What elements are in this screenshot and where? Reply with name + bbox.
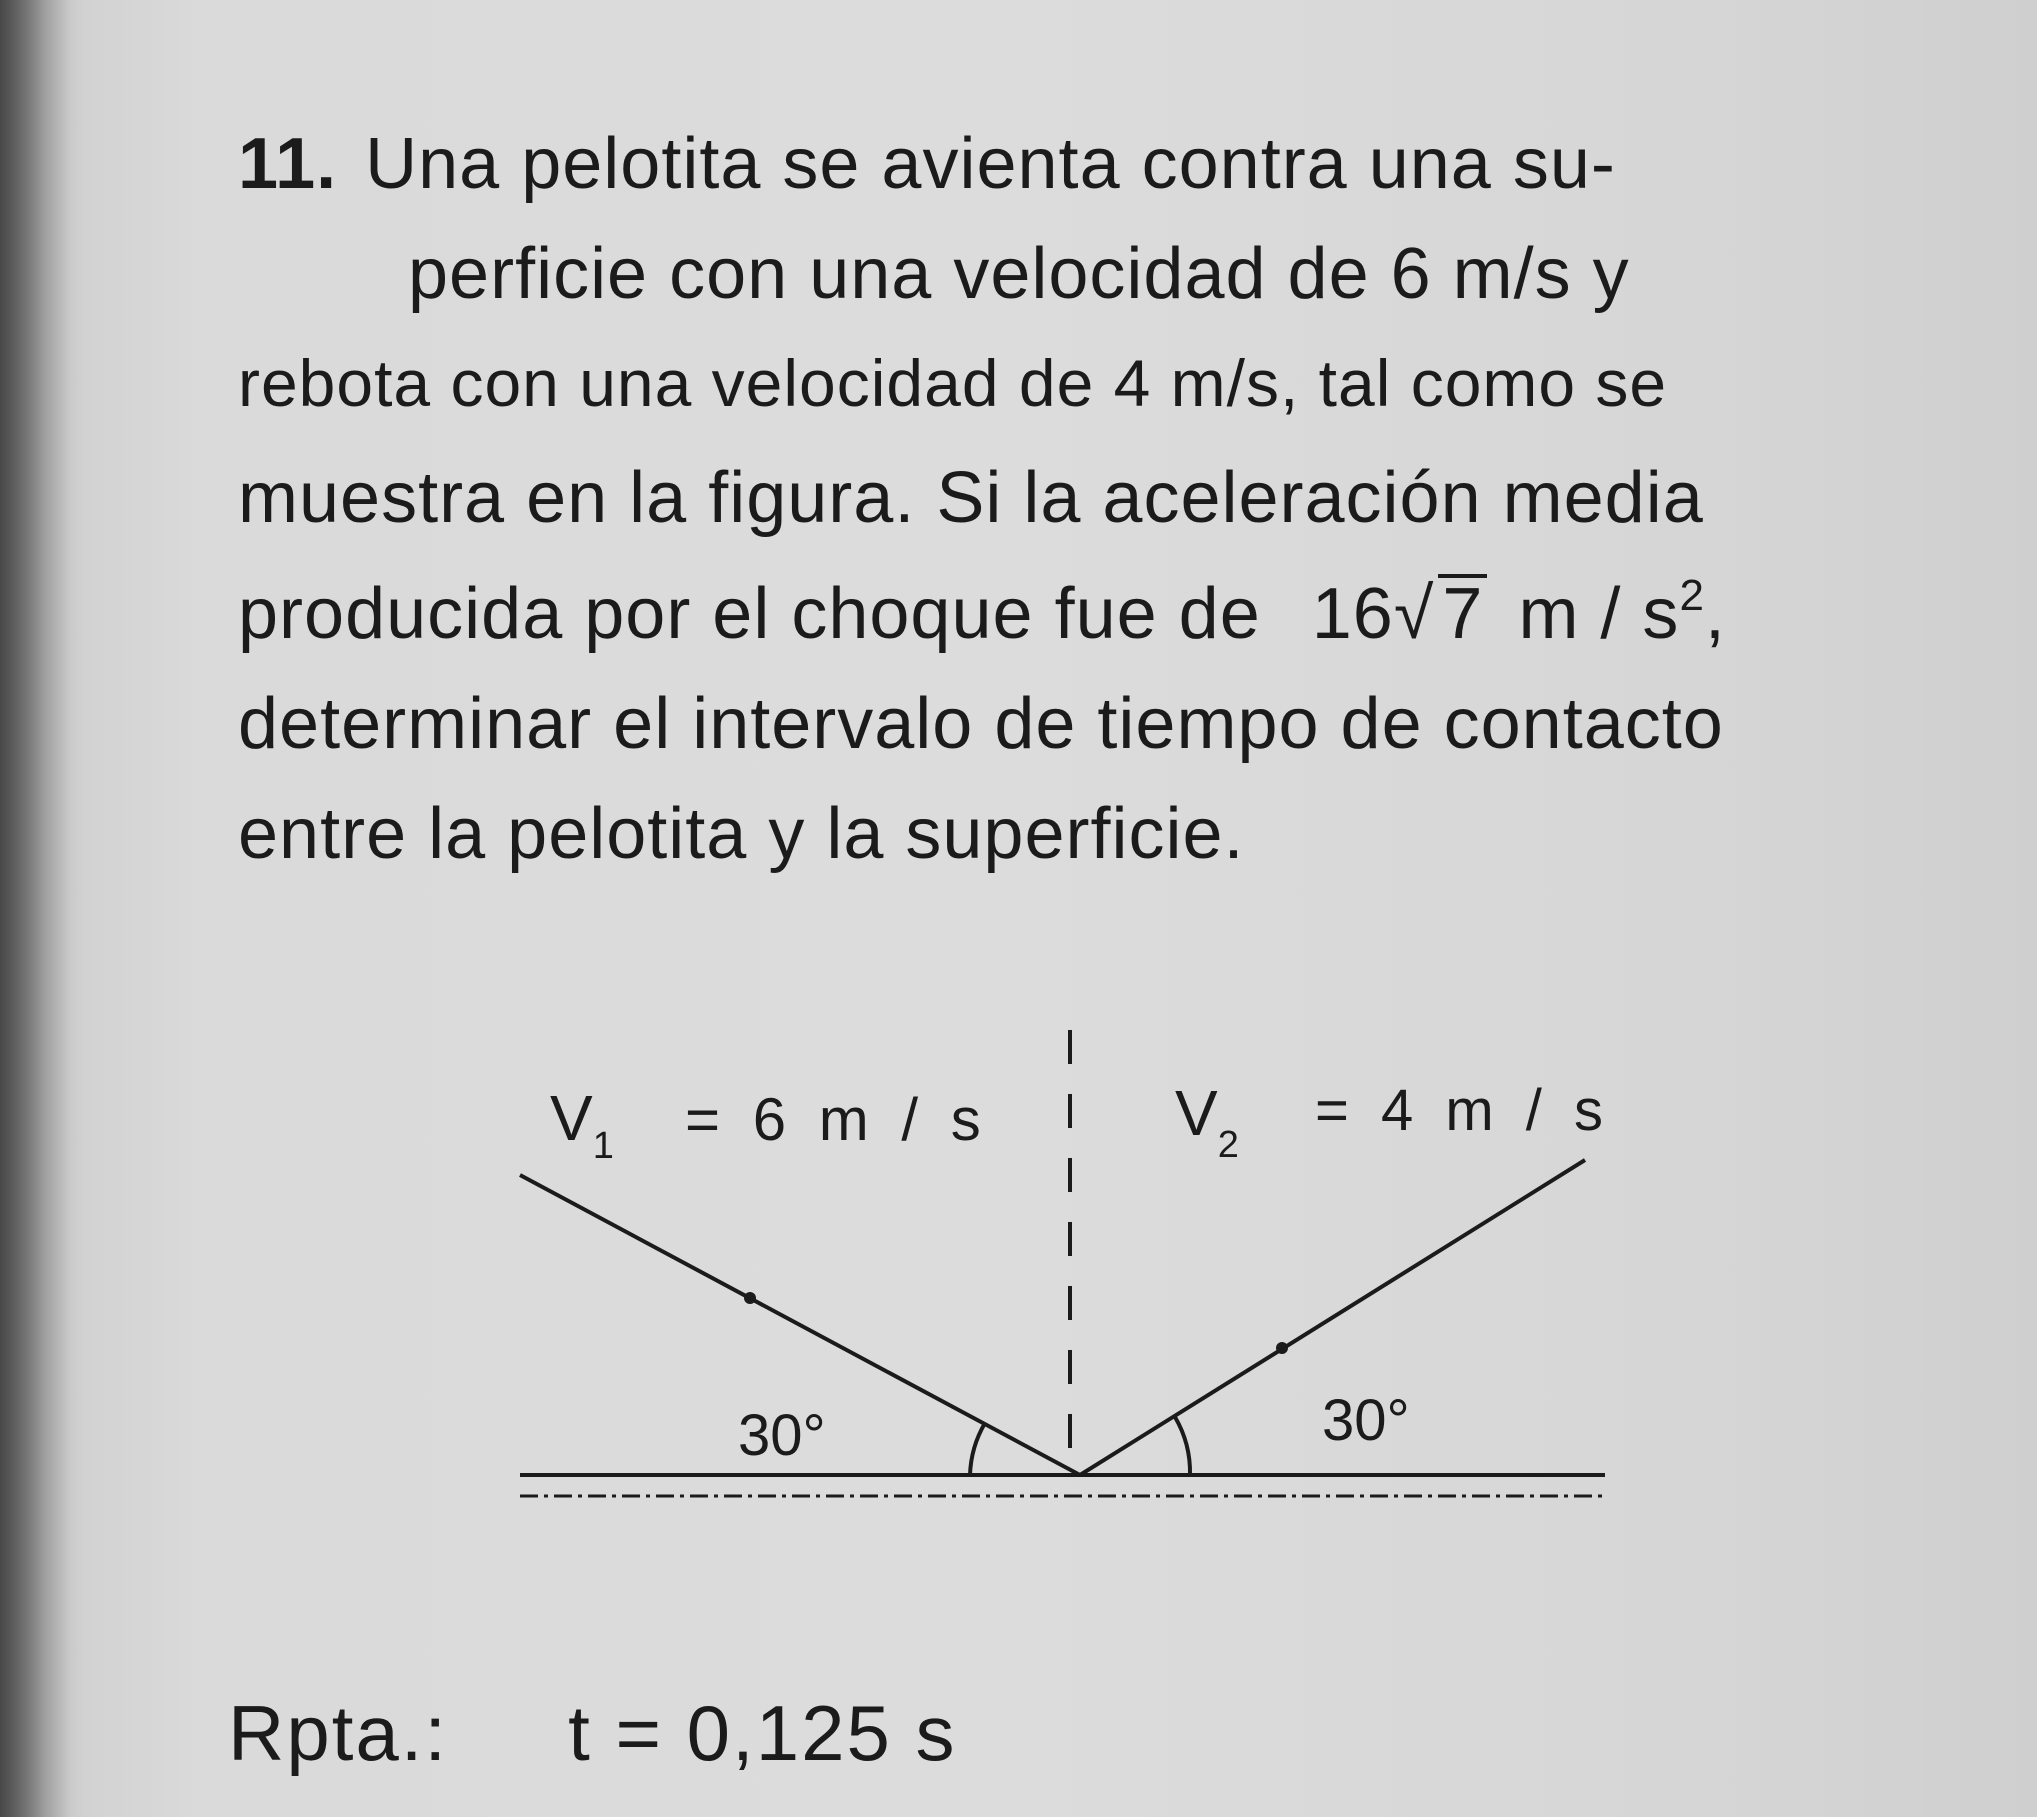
sqrt-symbol: √ xyxy=(1393,574,1435,654)
problem-line-7: entre la pelotita y la superficie. xyxy=(238,794,1245,874)
problem-number: 11. xyxy=(238,124,338,204)
problem-line-4: muestra en la figura. Si la aceleración media xyxy=(238,458,1704,538)
collision-diagram xyxy=(510,1010,1630,1550)
incident-arrow-mark xyxy=(744,1292,756,1304)
angle-arc-left xyxy=(970,1423,985,1475)
angle-label-right: 30° xyxy=(1322,1388,1410,1453)
v1-symbol: V xyxy=(550,1082,593,1154)
problem-line-3: rebota con una velocidad de 4 m/s, tal como se xyxy=(238,346,1668,420)
acceleration-value xyxy=(1311,571,1726,654)
v2-symbol: V xyxy=(1175,1077,1218,1149)
acceleration-radicand: 7 xyxy=(1438,574,1487,650)
page-edge-shadow xyxy=(0,0,70,1817)
answer xyxy=(228,1688,957,1779)
surface xyxy=(520,1475,1605,1496)
answer-label: Rpta.: xyxy=(228,1689,449,1777)
angle-arc-right xyxy=(1175,1417,1190,1475)
v1-label xyxy=(550,1082,614,1167)
v1-value: = 6 m / s xyxy=(685,1086,989,1153)
problem-line-5 xyxy=(238,571,1726,654)
rebound-arrow-mark xyxy=(1276,1342,1288,1354)
acceleration-coefficient: 16 xyxy=(1311,574,1394,654)
acceleration-trailing-comma: , xyxy=(1704,574,1726,654)
problem-text: producida por el choque fue de xyxy=(238,574,1261,654)
v1-subscript: 1 xyxy=(592,1125,614,1167)
angle-label-left: 30° xyxy=(738,1403,826,1468)
v2-label xyxy=(1175,1077,1239,1166)
answer-value: t = 0,125 s xyxy=(568,1689,957,1777)
acceleration-exponent: 2 xyxy=(1679,571,1705,620)
v2-subscript: 2 xyxy=(1217,1124,1239,1166)
problem-text: Una pelotita se avienta contra una su- xyxy=(365,124,1616,204)
problem-line-2: perficie con una velocidad de 6 m/s y xyxy=(408,234,1630,314)
problem-line-1 xyxy=(238,124,1616,204)
acceleration-unit: m / s xyxy=(1518,574,1680,654)
v2-value: = 4 m / s xyxy=(1315,1078,1612,1143)
problem-line-6: determinar el intervalo de tiempo de contacto xyxy=(238,684,1724,764)
